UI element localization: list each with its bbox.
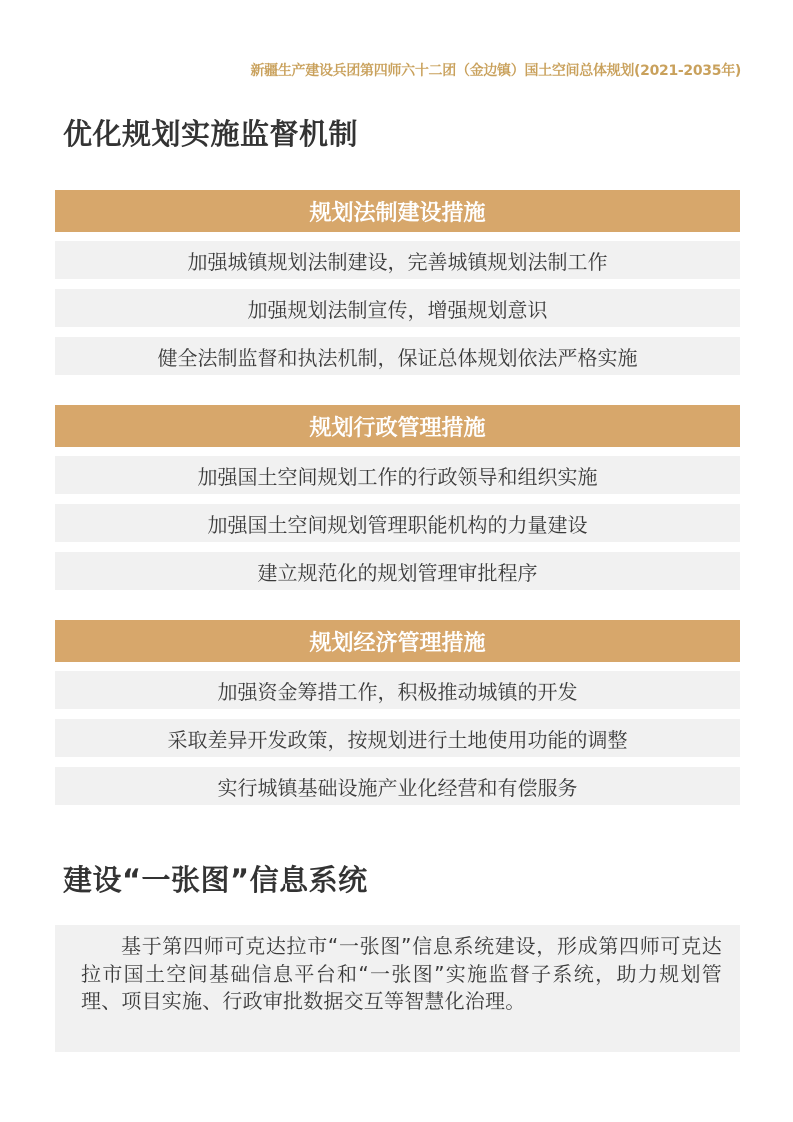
section-title-supervision-mechanism: 优化规划实施监督机制	[63, 117, 359, 151]
one-map-description-paragraph: 基于第四师可克达拉市“一张图”信息系统建设，形成第四师可克达拉市国土空间基础信息平台和“一张图”实施监督子系统，助力规划管理、项目实施、行政审批数据交互等智慧化治理。	[81, 934, 722, 1013]
document-header-title: 新疆生产建设兵团第四师六十二团（金边镇）国土空间总体规划(2021-2035年)	[250, 63, 741, 79]
measure-group-economic	[55, 620, 740, 815]
measure-group-legal	[55, 190, 740, 385]
measure-item: 加强城镇规划法制建设，完善城镇规划法制工作	[55, 241, 740, 279]
measure-item: 加强资金筹措工作，积极推动城镇的开发	[55, 671, 740, 709]
measure-item: 采取差异开发政策，按规划进行土地使用功能的调整	[55, 719, 740, 757]
measure-item: 加强国土空间规划管理职能机构的力量建设	[55, 504, 740, 542]
measure-item: 建立规范化的规划管理审批程序	[55, 552, 740, 590]
section-title-one-map-system: 建设“一张图”信息系统	[63, 863, 368, 897]
measure-item: 加强规划法制宣传，增强规划意识	[55, 289, 740, 327]
measure-group-administrative	[55, 405, 740, 600]
measure-item: 健全法制监督和执法机制，保证总体规划依法严格实施	[55, 337, 740, 375]
measure-item: 加强国土空间规划工作的行政领导和组织实施	[55, 456, 740, 494]
group-heading-economic: 规划经济管理措施	[55, 620, 740, 662]
group-heading-legal: 规划法制建设措施	[55, 190, 740, 232]
measure-item: 实行城镇基础设施产业化经营和有偿服务	[55, 767, 740, 805]
one-map-description-box	[55, 925, 740, 1052]
group-heading-administrative: 规划行政管理措施	[55, 405, 740, 447]
